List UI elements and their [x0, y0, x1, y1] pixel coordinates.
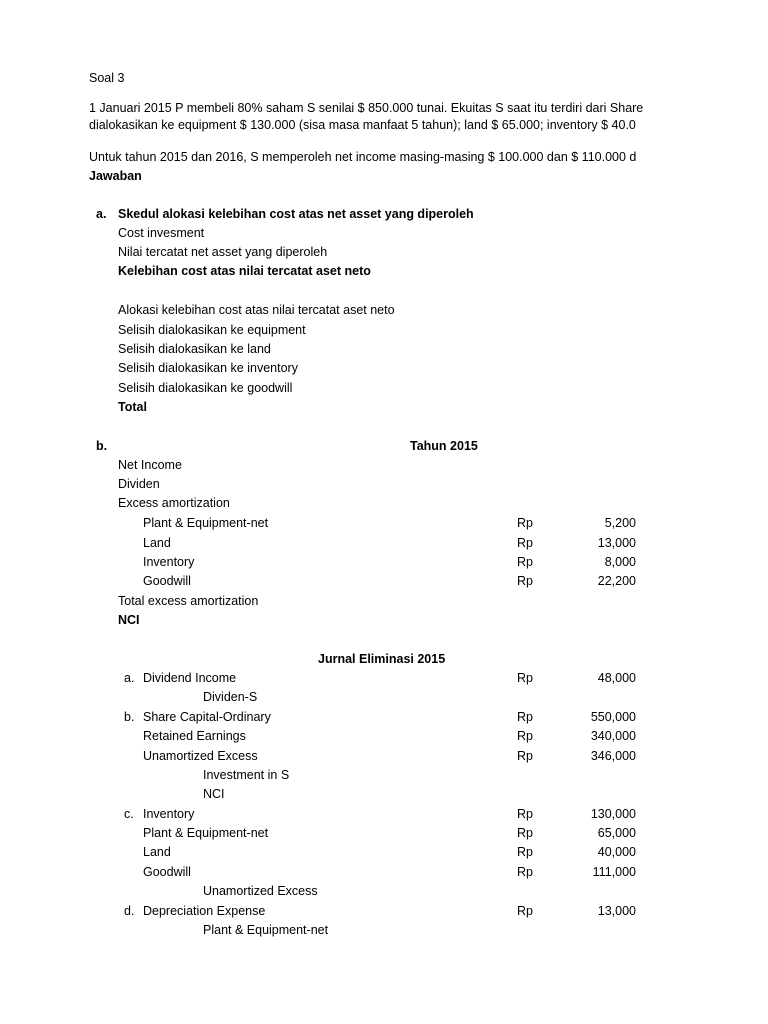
- alloc-equipment-label: Selisih dialokasikan ke equipment: [118, 323, 306, 337]
- journal-debit-label: Land: [143, 845, 171, 859]
- journal-debit-value: 111,000: [592, 865, 636, 879]
- amort-item-label: Goodwill: [143, 574, 191, 588]
- journal-debit-label: Inventory: [143, 807, 195, 821]
- currency-label: Rp: [517, 729, 533, 743]
- journal-debit-value: 340,000: [590, 729, 636, 743]
- net-asset-label: Nilai tercatat net asset yang diperoleh: [118, 245, 328, 259]
- journal-credit-label: Unamortized Excess: [203, 884, 318, 898]
- intro-line-2: dialokasikan ke equipment $ 130.000 (sisa masa manfaat 5 tahun); land $ 65.000; inventory $ 40.0: [89, 118, 636, 132]
- journal-debit-value: 13,000: [597, 904, 636, 918]
- amort-item-label: Plant & Equipment-net: [143, 516, 269, 530]
- currency-label: Rp: [517, 710, 533, 724]
- amort-item-label: Inventory: [143, 555, 195, 569]
- alloc-inventory-label: Selisih dialokasikan ke inventory: [118, 361, 298, 375]
- amort-item-label: Land: [143, 536, 171, 550]
- currency-label: Rp: [517, 826, 533, 840]
- journal-d-marker: d.: [124, 904, 135, 918]
- journal-credit-label: NCI: [203, 787, 225, 801]
- excess-cost-label: Kelebihan cost atas nilai tercatat aset neto: [118, 264, 371, 278]
- amort-item-value: 5,200: [604, 516, 636, 530]
- journal-debit-value: 40,000: [597, 845, 636, 859]
- currency-label: Rp: [517, 574, 533, 588]
- section-a-marker: a.: [96, 207, 107, 221]
- journal-credit-label: Investment in S: [203, 768, 290, 782]
- currency-label: Rp: [517, 749, 533, 763]
- intro-line-3: Untuk tahun 2015 dan 2016, S memperoleh net income masing-masing $ 100.000 dan $ 110.000 d: [89, 150, 637, 164]
- journal-debit-label: Depreciation Expense: [143, 904, 266, 918]
- allocation-heading: Alokasi kelebihan cost atas nilai tercatat aset neto: [118, 303, 395, 317]
- cost-investment-label: Cost invesment: [118, 226, 205, 240]
- journal-debit-value: 346,000: [590, 749, 636, 763]
- journal-a-marker: a.: [124, 671, 135, 685]
- currency-label: Rp: [517, 904, 533, 918]
- journal-debit-value: 550,000: [590, 710, 636, 724]
- journal-c-marker: c.: [124, 807, 134, 821]
- alloc-land-label: Selisih dialokasikan ke land: [118, 342, 271, 356]
- journal-b-marker: b.: [124, 710, 135, 724]
- journal-debit-value: 65,000: [597, 826, 636, 840]
- intro-line-1: 1 Januari 2015 P membeli 80% saham S senilai $ 850.000 tunai. Ekuitas S saat itu terdiri dari Share: [89, 101, 644, 115]
- answer-heading: Jawaban: [89, 169, 142, 183]
- amort-item-value: 22,200: [597, 574, 636, 588]
- journal-debit-label: Goodwill: [143, 865, 191, 879]
- journal-debit-value: 48,000: [597, 671, 636, 685]
- excess-amortization-label: Excess amortization: [118, 496, 230, 510]
- section-a-heading: Skedul alokasi kelebihan cost atas net asset yang diperoleh: [118, 207, 474, 221]
- dividen-label: Dividen: [118, 477, 160, 491]
- journal-debit-label: Unamortized Excess: [143, 749, 258, 763]
- total-excess-amortization-label: Total excess amortization: [118, 594, 259, 608]
- journal-debit-label: Share Capital-Ordinary: [143, 710, 271, 724]
- amort-item-value: 8,000: [604, 555, 636, 569]
- journal-debit-label: Dividend Income: [143, 671, 237, 685]
- doc-title: Soal 3: [89, 71, 125, 85]
- net-income-label: Net Income: [118, 458, 182, 472]
- currency-label: Rp: [517, 865, 533, 879]
- section-b-marker: b.: [96, 439, 108, 453]
- currency-label: Rp: [517, 671, 533, 685]
- alloc-total-label: Total: [118, 400, 147, 414]
- year-heading: Tahun 2015: [410, 439, 478, 453]
- currency-label: Rp: [517, 555, 533, 569]
- currency-label: Rp: [517, 516, 533, 530]
- journal-credit-label: Plant & Equipment-net: [203, 923, 329, 937]
- journal-credit-label: Dividen-S: [203, 690, 258, 704]
- currency-label: Rp: [517, 807, 533, 821]
- currency-label: Rp: [517, 845, 533, 859]
- currency-label: Rp: [517, 536, 533, 550]
- nci-label: NCI: [118, 613, 140, 627]
- journal-debit-label: Plant & Equipment-net: [143, 826, 269, 840]
- journal-debit-label: Retained Earnings: [143, 729, 246, 743]
- alloc-goodwill-label: Selisih dialokasikan ke goodwill: [118, 381, 293, 395]
- journal-heading: Jurnal Eliminasi 2015: [318, 652, 446, 666]
- amort-item-value: 13,000: [597, 536, 636, 550]
- journal-debit-value: 130,000: [590, 807, 636, 821]
